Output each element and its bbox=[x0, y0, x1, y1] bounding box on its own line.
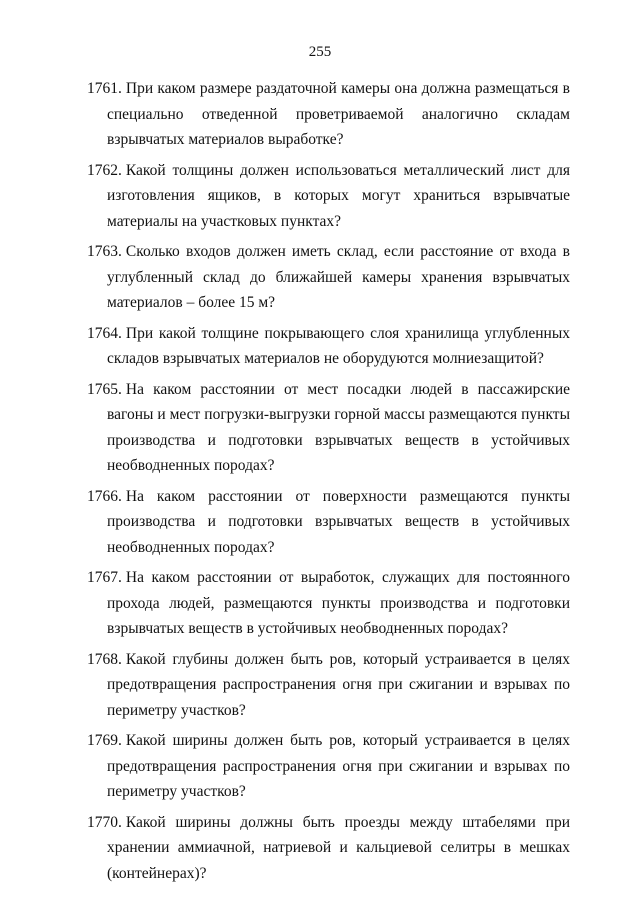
question-text: Какой глубины должен быть ров, который устраивается в целях предотвращения распространения огня при сжигании и взрывах по периметру участков? bbox=[107, 650, 570, 719]
question-text: На каком расстоянии от выработок, служащих для постоянного прохода людей, размещаются пункты производства и подготовки взрывчатых веществ в устойчивых необводненных породах? bbox=[107, 569, 570, 637]
question-item bbox=[0, 647, 570, 724]
question-number: 1768. bbox=[87, 650, 122, 668]
question-number: 1766. bbox=[87, 487, 122, 505]
question-item bbox=[0, 76, 570, 153]
question-item bbox=[0, 158, 570, 235]
question-text: Какой толщины должен использоваться металлический лист для изготовления ящиков, в которых могут храниться взрывчатые материалы на участковых пунктах? bbox=[107, 161, 570, 230]
question-text: При какой толщине покрывающего слоя хранилища углубленных складов взрывчатых материалов не оборудуются молниезащитой? bbox=[107, 324, 570, 367]
question-number: 1770. bbox=[87, 813, 122, 831]
question-item bbox=[0, 565, 570, 642]
question-text: На каком расстоянии от мест посадки людей в пассажирские вагоны и мест погрузки-выгрузки горной массы размещаются пункты производства и подготовки взрывчатых веществ в устойчивых необводненных породах? bbox=[107, 380, 570, 474]
question-item bbox=[0, 239, 570, 316]
question-item bbox=[0, 484, 570, 561]
question-item bbox=[0, 377, 570, 479]
question-text: При каком размере раздаточной камеры она должна размещаться в специально отведенной проветриваемой аналогично складам взрывчатых материалов выработке? bbox=[107, 80, 570, 148]
question-text: Какой ширины должны быть проезды между штабелями при хранении аммиачной, натриевой и кальциевой селитры в мешках (контейнерах)? bbox=[107, 813, 570, 882]
question-list bbox=[0, 76, 640, 891]
question-number: 1762. bbox=[87, 161, 122, 179]
question-number: 1767. bbox=[87, 569, 122, 586]
question-number: 1763. bbox=[87, 243, 122, 260]
question-number: 1764. bbox=[87, 324, 122, 342]
question-item bbox=[0, 728, 570, 805]
question-item bbox=[0, 321, 570, 372]
page-number: 255 bbox=[308, 44, 332, 60]
question-text: Сколько входов должен иметь склад, если расстояние от входа в углубленный склад до ближайшей камеры хранения взрывчатых материалов – более 15 м? bbox=[107, 243, 570, 311]
question-number: 1769. bbox=[87, 732, 122, 749]
question-text: На каком расстоянии от поверхности размещаются пункты производства и подготовки взрывчатых веществ в устойчивых необводненных породах? bbox=[107, 487, 570, 556]
question-number: 1761. bbox=[87, 80, 122, 97]
question-text: Какой ширины должен быть ров, который устраивается в целях предотвращения распространения огня при сжигании и взрывах по периметру участков? bbox=[107, 732, 570, 800]
question-number: 1765. bbox=[87, 380, 122, 398]
question-item bbox=[0, 810, 570, 887]
